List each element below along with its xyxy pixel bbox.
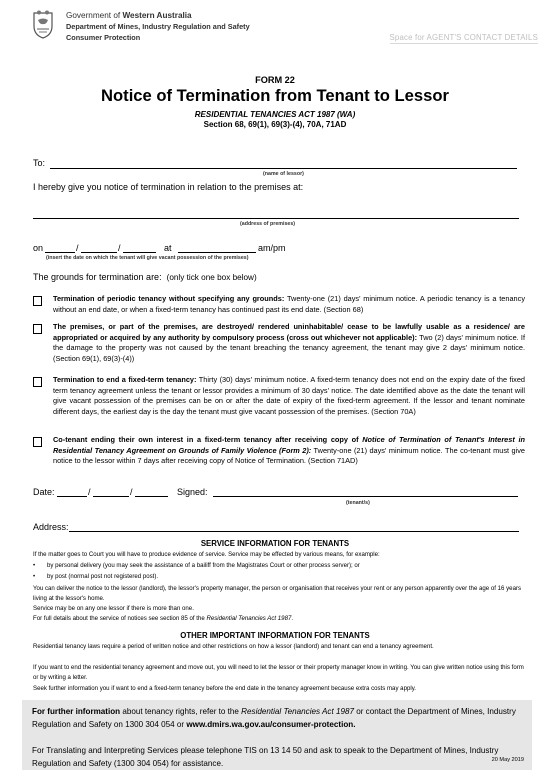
tenant-signature-field[interactable] [213, 496, 518, 497]
sign-month-field[interactable] [93, 496, 129, 497]
premises-address-caption: (address of premises) [240, 221, 296, 227]
premises-address-field[interactable] [33, 218, 519, 219]
page-header [0, 0, 550, 62]
ground-checkbox[interactable] [33, 377, 42, 387]
to-label: To: [33, 158, 46, 168]
signed-label: Signed: [177, 487, 208, 497]
service-multiple-lessors: Service may be on any one lessor if there is more than one. [33, 605, 194, 612]
ground-option-premises-destroyed [33, 322, 525, 363]
ground-checkbox[interactable] [33, 296, 42, 306]
lessor-name-caption: (name of lessor) [263, 171, 304, 177]
ground-option-periodic [33, 294, 525, 319]
further-info-text: For further information about tenancy rights, refer to the Residential Tenancies Act 1987 or contact the Department of Mines, Industry Regulation and Safety on 1300 304 054 or www.dmirs.wa.gov.au/consumer-protection. [32, 707, 516, 729]
division-name: Consumer Protection [66, 33, 141, 42]
dmirs-website-link[interactable]: www.dmirs.wa.gov.au/consumer-protection. [186, 719, 356, 729]
ground-description: Co-tenant ending their own interest in a fixed-term tenancy after receiving copy of Notice of Termination of Tenant's Interest in Residential Tenancy Agreement on Grounds of Family Violence (Form 2): Twenty-one (21) days' minimum notice. The co-tenant must give notice to the lessor within 7 days after receiving copy of Notice of Termination. (Section 71AD) [53, 435, 525, 466]
vacate-month-field[interactable] [81, 252, 117, 253]
service-info-title: SERVICE INFORMATION FOR TENANTS [200, 539, 350, 548]
date-label: Date: [33, 487, 55, 497]
tenant-signature-caption: (tenant/s) [346, 500, 370, 506]
other-info-paragraph: If you want to end the residential tenancy agreement and move out, you will need to let the lessor or their property manager know in writing. You can give written notice using this form or by writing a letter. [33, 664, 524, 681]
ground-description: Termination of periodic tenancy without specifying any grounds: Twenty-one (21) days' minimum notice. A periodic tenancy is a tenancy without an end date, or when a fixed-term tenancy has continued past its end date. (Section 68) [53, 294, 525, 314]
ground-option-fixed-term [33, 375, 525, 432]
at-label: at [164, 243, 172, 253]
section-reference: Section 68, 69(1), 69(3)-(4), 70A, 71AD [203, 120, 347, 129]
service-full-details: For full details about the service of notices see section 85 of the Residential Tenancies Act 1987. [33, 615, 294, 622]
form-title-block [0, 75, 550, 129]
service-bullet: • by personal delivery (you may seek the assistance of a bailiff from the Magistrates Court or other process server); or [33, 562, 360, 569]
service-delivery-text: You can deliver the notice to the lessor (landlord), the lessor's property manager, the person or organisation that receives your rent or any person apparently over the age of 16 years living at the lessor's home. [33, 585, 522, 602]
vacate-year-field[interactable] [123, 252, 156, 253]
vacate-day-field[interactable] [45, 252, 75, 253]
wa-crest-icon [30, 10, 56, 40]
agent-contact-space: Space for AGENT'S CONTACT DETAILS [389, 33, 538, 42]
ground-description: The premises, or part of the premises, are destroyed/ rendered uninhabitable/ cease to be lawfully usable as a residence/ are appropriated or acquired by any authority by compulsory process (cross out whichever not applicable): Two (2) days' minimum notice. If the damage to the property was not caused by the tenant breaching the tenancy agreement, the tenant may give 2 days' minimum notice. (Section 69(1), 69(3)-(4)) [53, 322, 525, 363]
form-version-date: 20 May 2019 [491, 757, 524, 763]
lessor-name-field[interactable] [50, 168, 517, 169]
sign-year-field[interactable] [135, 496, 168, 497]
service-bullet: • by post (normal post not registered post). [33, 573, 159, 580]
ground-checkbox[interactable] [33, 324, 42, 334]
other-info-title: OTHER IMPORTANT INFORMATION FOR TENANTS [180, 631, 370, 640]
date-separator: / [130, 487, 133, 497]
vacate-date-caption: (insert the date on which the tenant will give vacant possession of the premises) [46, 255, 249, 261]
date-separator: / [76, 243, 79, 253]
ground-description: Termination to end a fixed-term tenancy: Thirty (30) days' minimum notice. A fixed-term tenancy does not end on the expiry date of the fixed term tenancy agreement unless the tenant or lessor provides a minimum of 30 days' notice. The date identified above as the date the tenant will give vacant possession of the premises can be on or after the date of expiry of the fixed-term agreement. If the lessor and tenant nominate different days, the earliest day is the day the tenant must give vacant possession of the premises. (Section 70A) [53, 375, 525, 416]
date-separator: / [88, 487, 91, 497]
government-name: Government of Western Australia [66, 11, 192, 20]
other-info-paragraph: Residential tenancy laws require a period of written notice and other restrictions on how a lessor (landlord) and tenant can end a tenancy agreement. [33, 643, 434, 650]
vacate-time-field[interactable] [178, 252, 256, 253]
date-separator: / [118, 243, 121, 253]
other-info-paragraph: Seek further information you if want to end a fixed-term tenancy before the end date in the tenancy agreement because extra costs may apply. [33, 685, 416, 692]
on-label: on [33, 243, 44, 253]
tenant-address-field[interactable] [69, 531, 519, 532]
act-reference: RESIDENTIAL TENANCIES ACT 1987 (WA) [194, 110, 356, 119]
ground-option-co-tenant [33, 435, 525, 471]
form-heading: Notice of Termination from Tenant to Lessor [101, 86, 449, 105]
notice-statement: I hereby give you notice of termination in relation to the premises at: [33, 182, 304, 192]
form-number: FORM 22 [255, 75, 295, 85]
grounds-heading: The grounds for termination are: (only tick one box below) [33, 272, 257, 282]
further-info-footer [22, 700, 532, 770]
tis-info-text: For Translating and Interpreting Services please telephone TIS on 13 14 50 and ask to speak to the Department of Mines, Industry Regulation and Safety (1300 304 054) for assistance. [32, 746, 499, 768]
ground-checkbox[interactable] [33, 437, 42, 447]
sign-day-field[interactable] [57, 496, 87, 497]
department-name: Department of Mines, Industry Regulation and Safety [66, 22, 250, 31]
service-intro: If the matter goes to Court you will have to produce evidence of service. Service may be effected by various means, for example: [33, 551, 380, 558]
address-label: Address: [33, 522, 69, 532]
ampm-label: am/pm [258, 243, 286, 253]
